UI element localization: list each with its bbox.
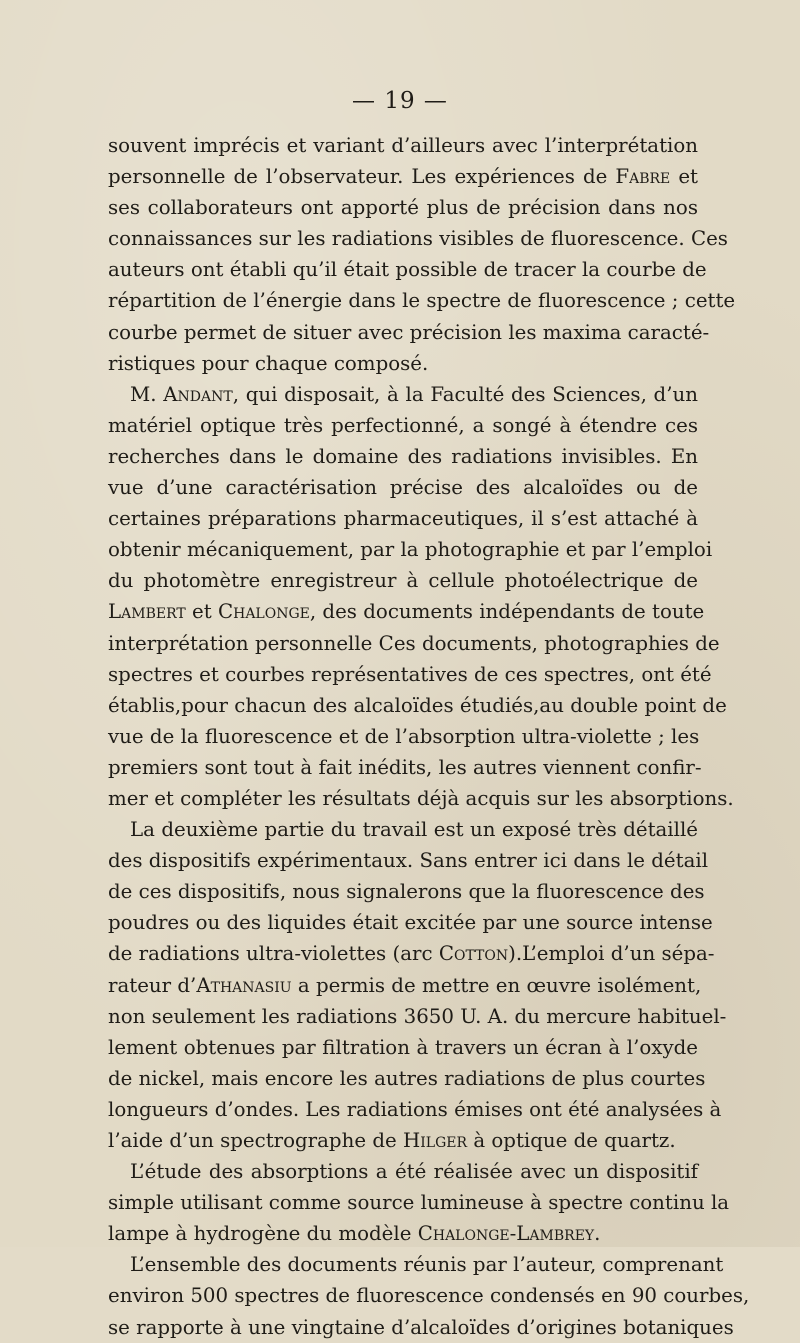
text-segment: spectres et courbes représentatives de ces spectres, ont été xyxy=(108,662,712,686)
text-line xyxy=(108,379,698,410)
text-line xyxy=(108,1280,750,1311)
text-line xyxy=(108,752,702,783)
text-segment: établis,pour chacun des alcaloïdes étudiés,au double point de xyxy=(108,693,727,717)
text-line xyxy=(108,1032,698,1063)
text-segment: certaines préparations pharmaceutiques, il s’est attaché à xyxy=(108,507,698,531)
text-segment: lampe à hydrogène du modèle xyxy=(108,1222,418,1246)
text-line xyxy=(108,721,698,752)
text-segment: de radiations ultra-violettes (arc xyxy=(108,942,439,966)
text-line xyxy=(108,254,707,285)
text-segment: de nickel, mais encore les autres radiations de plus courtes xyxy=(108,1066,706,1090)
text-segment: souvent imprécis et variant d’ailleurs avec l’interprétation xyxy=(108,134,698,157)
text-segment: l’aide d’un spectrographe de xyxy=(108,1129,403,1152)
text-line xyxy=(108,1063,706,1094)
text-segment: poudres ou des liquides était excitée par une source intense xyxy=(108,911,713,935)
text-segment: mer et compléter les résultats déjà acquis sur les absorptions. xyxy=(108,786,734,810)
text-segment: se rapporte à une vingtaine d’alcaloïdes d’origines botaniques xyxy=(108,1315,734,1339)
text-line xyxy=(108,1156,698,1187)
text-line xyxy=(108,565,698,596)
body-text xyxy=(108,130,750,1343)
author-name: Chalonge-Lambrey xyxy=(417,1222,595,1246)
text-segment: ses collaborateurs ont apporté plus de précision dans nos xyxy=(108,196,698,220)
text-segment: vue de la fluorescence et de l’absorption ultra-violette ; les xyxy=(108,724,700,748)
text-line xyxy=(108,876,705,907)
text-segment: M. xyxy=(130,382,164,406)
text-line xyxy=(108,783,734,814)
author-name: Andant xyxy=(163,382,233,406)
author-name: Athanasiu xyxy=(196,973,292,997)
text-line xyxy=(108,472,698,503)
page-number: — 19 — xyxy=(352,88,448,114)
text-segment: courbe permet de situer avec précision les maxima caracté- xyxy=(108,320,710,344)
text-line xyxy=(108,1001,727,1032)
text-line xyxy=(108,628,720,659)
text-segment: ).L’emploi d’un sépa- xyxy=(508,942,715,966)
text-segment: environ 500 spectres de fluorescence condensés en 90 courbes, xyxy=(108,1284,750,1308)
text-line xyxy=(108,907,713,938)
text-segment: a permis de mettre en œuvre isolément, xyxy=(291,973,702,997)
text-line xyxy=(108,970,702,1001)
text-segment: ristiques pour chaque composé. xyxy=(108,351,429,375)
text-line xyxy=(108,348,698,379)
text-line xyxy=(108,659,712,690)
text-segment: rateur d’ xyxy=(108,973,197,997)
text-segment: auteurs ont établi qu’il était possible de tracer la courbe de xyxy=(108,258,707,282)
text-segment: . xyxy=(594,1222,601,1246)
text-segment: des dispositifs expérimentaux. Sans entrer ici dans le détail xyxy=(108,849,709,873)
text-segment: , qui disposait, à la Faculté des Sciences, d’un xyxy=(232,382,698,406)
text-line xyxy=(108,317,710,348)
author-name: Cotton xyxy=(438,942,509,966)
text-line xyxy=(108,690,727,721)
text-line xyxy=(108,938,715,969)
text-segment: La deuxième partie du travail est un exposé très détaillé xyxy=(130,818,698,842)
text-segment: connaissances sur les radiations visibles de fluorescence. Ces xyxy=(108,227,728,251)
text-line xyxy=(108,814,698,845)
text-segment: de ces dispositifs, nous signalerons que la fluorescence des xyxy=(108,880,705,904)
text-line xyxy=(108,223,728,254)
text-line xyxy=(108,192,698,223)
text-segment: interprétation personnelle Ces documents, photographies de xyxy=(108,631,720,655)
text-line xyxy=(108,410,698,441)
text-line xyxy=(108,441,698,472)
text-segment: à optique de quartz. xyxy=(467,1129,676,1152)
text-line xyxy=(108,503,698,534)
text-segment: personnelle de l’observateur. Les expériences de xyxy=(108,165,616,189)
text-segment: premiers sont tout à fait inédits, les autres viennent confir- xyxy=(108,755,702,779)
text-line xyxy=(108,161,698,192)
text-segment: répartition de l’énergie dans le spectre de fluorescence ; cette xyxy=(108,289,736,313)
text-line xyxy=(108,534,713,565)
text-segment: obtenir mécaniquement, par la photographie et par l’emploi xyxy=(108,538,713,562)
author-name: Chalonge xyxy=(217,600,310,624)
text-line xyxy=(108,1218,698,1249)
text-line xyxy=(108,845,709,876)
text-segment: L’ensemble des documents réunis par l’auteur, comprenant xyxy=(130,1253,724,1277)
text-segment: matériel optique très perfectionné, a songé à étendre ces xyxy=(108,413,698,437)
text-line xyxy=(108,1125,698,1156)
text-line xyxy=(108,130,698,161)
author-name: Fabre xyxy=(615,165,671,189)
text-segment: L’étude des absorptions a été réalisée avec un dispositif xyxy=(130,1160,698,1184)
text-segment: et xyxy=(670,165,698,189)
text-segment: recherches dans le domaine des radiations invisibles. En xyxy=(108,444,698,468)
text-segment: longueurs d’ondes. Les radiations émises ont été analysées à xyxy=(108,1097,722,1121)
text-line xyxy=(108,1249,724,1280)
text-segment: lement obtenues par filtration à travers un écran à l’oxyde xyxy=(108,1035,698,1059)
text-line xyxy=(108,285,736,316)
text-line xyxy=(108,596,705,627)
text-segment: simple utilisant comme source lumineuse à spectre continu la xyxy=(108,1191,730,1215)
text-segment: et xyxy=(185,600,218,624)
text-line xyxy=(108,1094,722,1125)
text-segment: non seulement les radiations 3650 U. A. du mercure habituel- xyxy=(108,1004,727,1028)
text-segment: , des documents indépendants de toute xyxy=(309,600,705,624)
author-name: Lambert xyxy=(108,600,186,624)
text-segment: vue d’une caractérisation précise des alcaloïdes ou de xyxy=(108,476,698,500)
text-line xyxy=(108,1312,734,1343)
author-name: Hilger xyxy=(403,1129,468,1152)
text-line xyxy=(108,1187,730,1218)
text-segment: du photomètre enregistreur à cellule photoélectrique de xyxy=(108,569,698,593)
